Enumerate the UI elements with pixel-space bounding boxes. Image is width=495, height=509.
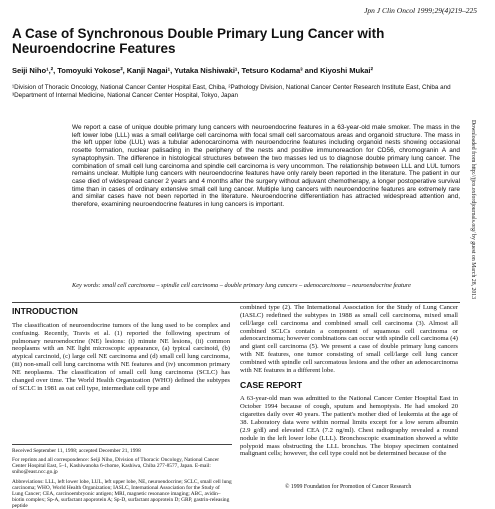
introduction-text: The classification of neuroendocrine tumors of the lung used to be complex and confusing. Recently, Travis et al. (1) reported the following spectrum of pulmonary neuroendocrine (NE) lesions: (i) minute NE lesions, (ii) common neoplasms with an NE light microscopic appearance, (a) typical carcinoid, (b) atypical carcinoid, (c) large cell NE carcinoma and (d) small cell lung carcinoma, (iii) non-small cell lung carcinoma with NE features and (iv) uncommon primary NE neoplasms. The classification of small cell lung carcinoma (SCLC) has changed over time. The World Health Organization (WHO) defined the subtypes of SCLC in 1981 as oat cell type, intermediate cell type and [12, 321, 230, 392]
keywords: Key words: small cell carcinoma – spindle cell carcinoma – double primary lung cancers – adenocarcinoma – neuroendocrine feature [72, 282, 411, 289]
footnotes [12, 444, 232, 509]
article-title: A Case of Synchronous Double Primary Lung Cancer with Neuroendocrine Features [12, 26, 385, 56]
affiliations: ¹Division of Thoracic Oncology, National Cancer Center Hospital East, Chiba, ²Pathology Division, National Cancer Center Research Institute East, Chiba and ³Department of Internal Medicine, National Cancer Center Hospital, Tokyo, Japan [12, 84, 451, 99]
case-report-heading: CASE REPORT [240, 379, 303, 390]
abbreviations-note: Abbreviations: LLL, left lower lobe, LUL, left upper lobe, NE, neuroendocrine; SCLC, small cell lung carcinoma; WHO, World Health Organization; IASLC, International Association for the Study of Lung Cancer; CEA, carcinoembryonic antigen; MRI, magnetic resonance imaging; ABC, avidin–biotin complex; Sp-A, surfactant apoprotein A; Sp-D, surfactant apoprotein D; GRP, gastrin-releasing peptide [12, 478, 232, 509]
received-note: Received September 11, 1998; accepted December 21, 1998 [12, 448, 141, 454]
download-notice: Downloaded from http://jjco.oxfordjournals.org/ by guest on March 28, 2013 [470, 120, 476, 300]
abstract: We report a case of unique double primary lung cancers with neuroendocrine features in a 63-year-old male smoker. The mass in the left lower lobe (LLL) was a small cell/large cell carcinoma with focal small cell sarcomatous areas and organoid structure. The mass in the left upper lobe (LUL) was a tubular adenocarcinoma with neuroendocrine features including organoid nests showing occasional rosette formation, nuclear palisading in the periphery of the nests and positive immunoreaction for CD56, chromogranin A and synaptophysin. The difference in histological structures between the two masses led us to diagnose double primary lung cancer. The combination of small cell lung carcinoma and spindle cell carcinoma is very uncommon. The relationship between LLL and LUL tumors remains unclear. Multiple lung cancers with neuroendocrine features have only rarely been reported in the literature. The patient in our case died of widespread cancer 2 years and 4 months after the surgery without adjuvant chemotherapy, a longer postoperative survival time than in cases of ordinary extensive small cell lung cancer. Multiple lung cancers with neuroendocrine features are extremely rare and similar cases have not been reported in the literature. Neuroendocrine differentiation has attracted widespread attention and, therefore, examining neuroendocrine features in lung cancers is important. [72, 124, 460, 209]
introduction-continuation: combined type (2). The International Association for the Study of Lung Cancer (IASLC) redefined the subtypes in 1988 as small cell carcinoma, mixed small cell/large cell carcinoma and combined small cell carcinoma (3). Almost all combined SCLCs contain a component of squamous cell carcinoma or adenocarcinoma; however combinations can occur with spindle cell carcinoma (4) and giant cell carcinoma (5). We present a case of double primary lung cancers with NE features, one tumor consisting of small cell/large cell lung cancer combined with spindle cell sarcomatous lesions and the other an adenocarcinoma with NE features in a different lobe. [240, 304, 458, 374]
journal-citation: Jpn J Clin Oncol 1999;29(4)219–225 [364, 6, 477, 15]
download-watermark [466, 120, 478, 370]
left-column [12, 308, 230, 392]
section-divider [12, 302, 460, 303]
right-column [240, 304, 458, 458]
case-report-text: A 63-year-old man was admitted to the National Cancer Center Hospital East in October 1994 because of cough, sputum and hemoptysis. He had smoked 20 cigarettes daily over 40 years. The patient's mother died of leukemia at the age of 38. Laboratory data were within normal limits except for a low serum albumin (2.9 g/dl) and elevated CEA (7.2 ng/ml). Chest radiography revealed a round nodule in the left lower lobe (LLL). Bronchoscopic examination showed a white polypoid mass obstructing the LLL bronchus. The biopsy specimen contained malignant cells; however, the cell type could not be determined because of the [240, 395, 458, 458]
author-list: Seiji Niho¹,², Tomoyuki Yokose², Kanji Nagai¹, Yutaka Nishiwaki¹, Tetsuro Kodama³ and Kiyoshi Mukai² [12, 66, 373, 75]
correspondence-note: For reprints and all correspondence: Seiji Niho, Division of Thoracic Oncology, National Cancer Center Hospital East, 5–1, Kashiwanoha 6-chome, Kashiwa, Chiba 277-8577, Japan. E-mail: sniho@east.ncc.go.jp [12, 457, 220, 476]
copyright-notice: © 1999 Foundation for Promotion of Cancer Research [285, 484, 412, 490]
introduction-heading: INTRODUCTION [12, 306, 78, 316]
